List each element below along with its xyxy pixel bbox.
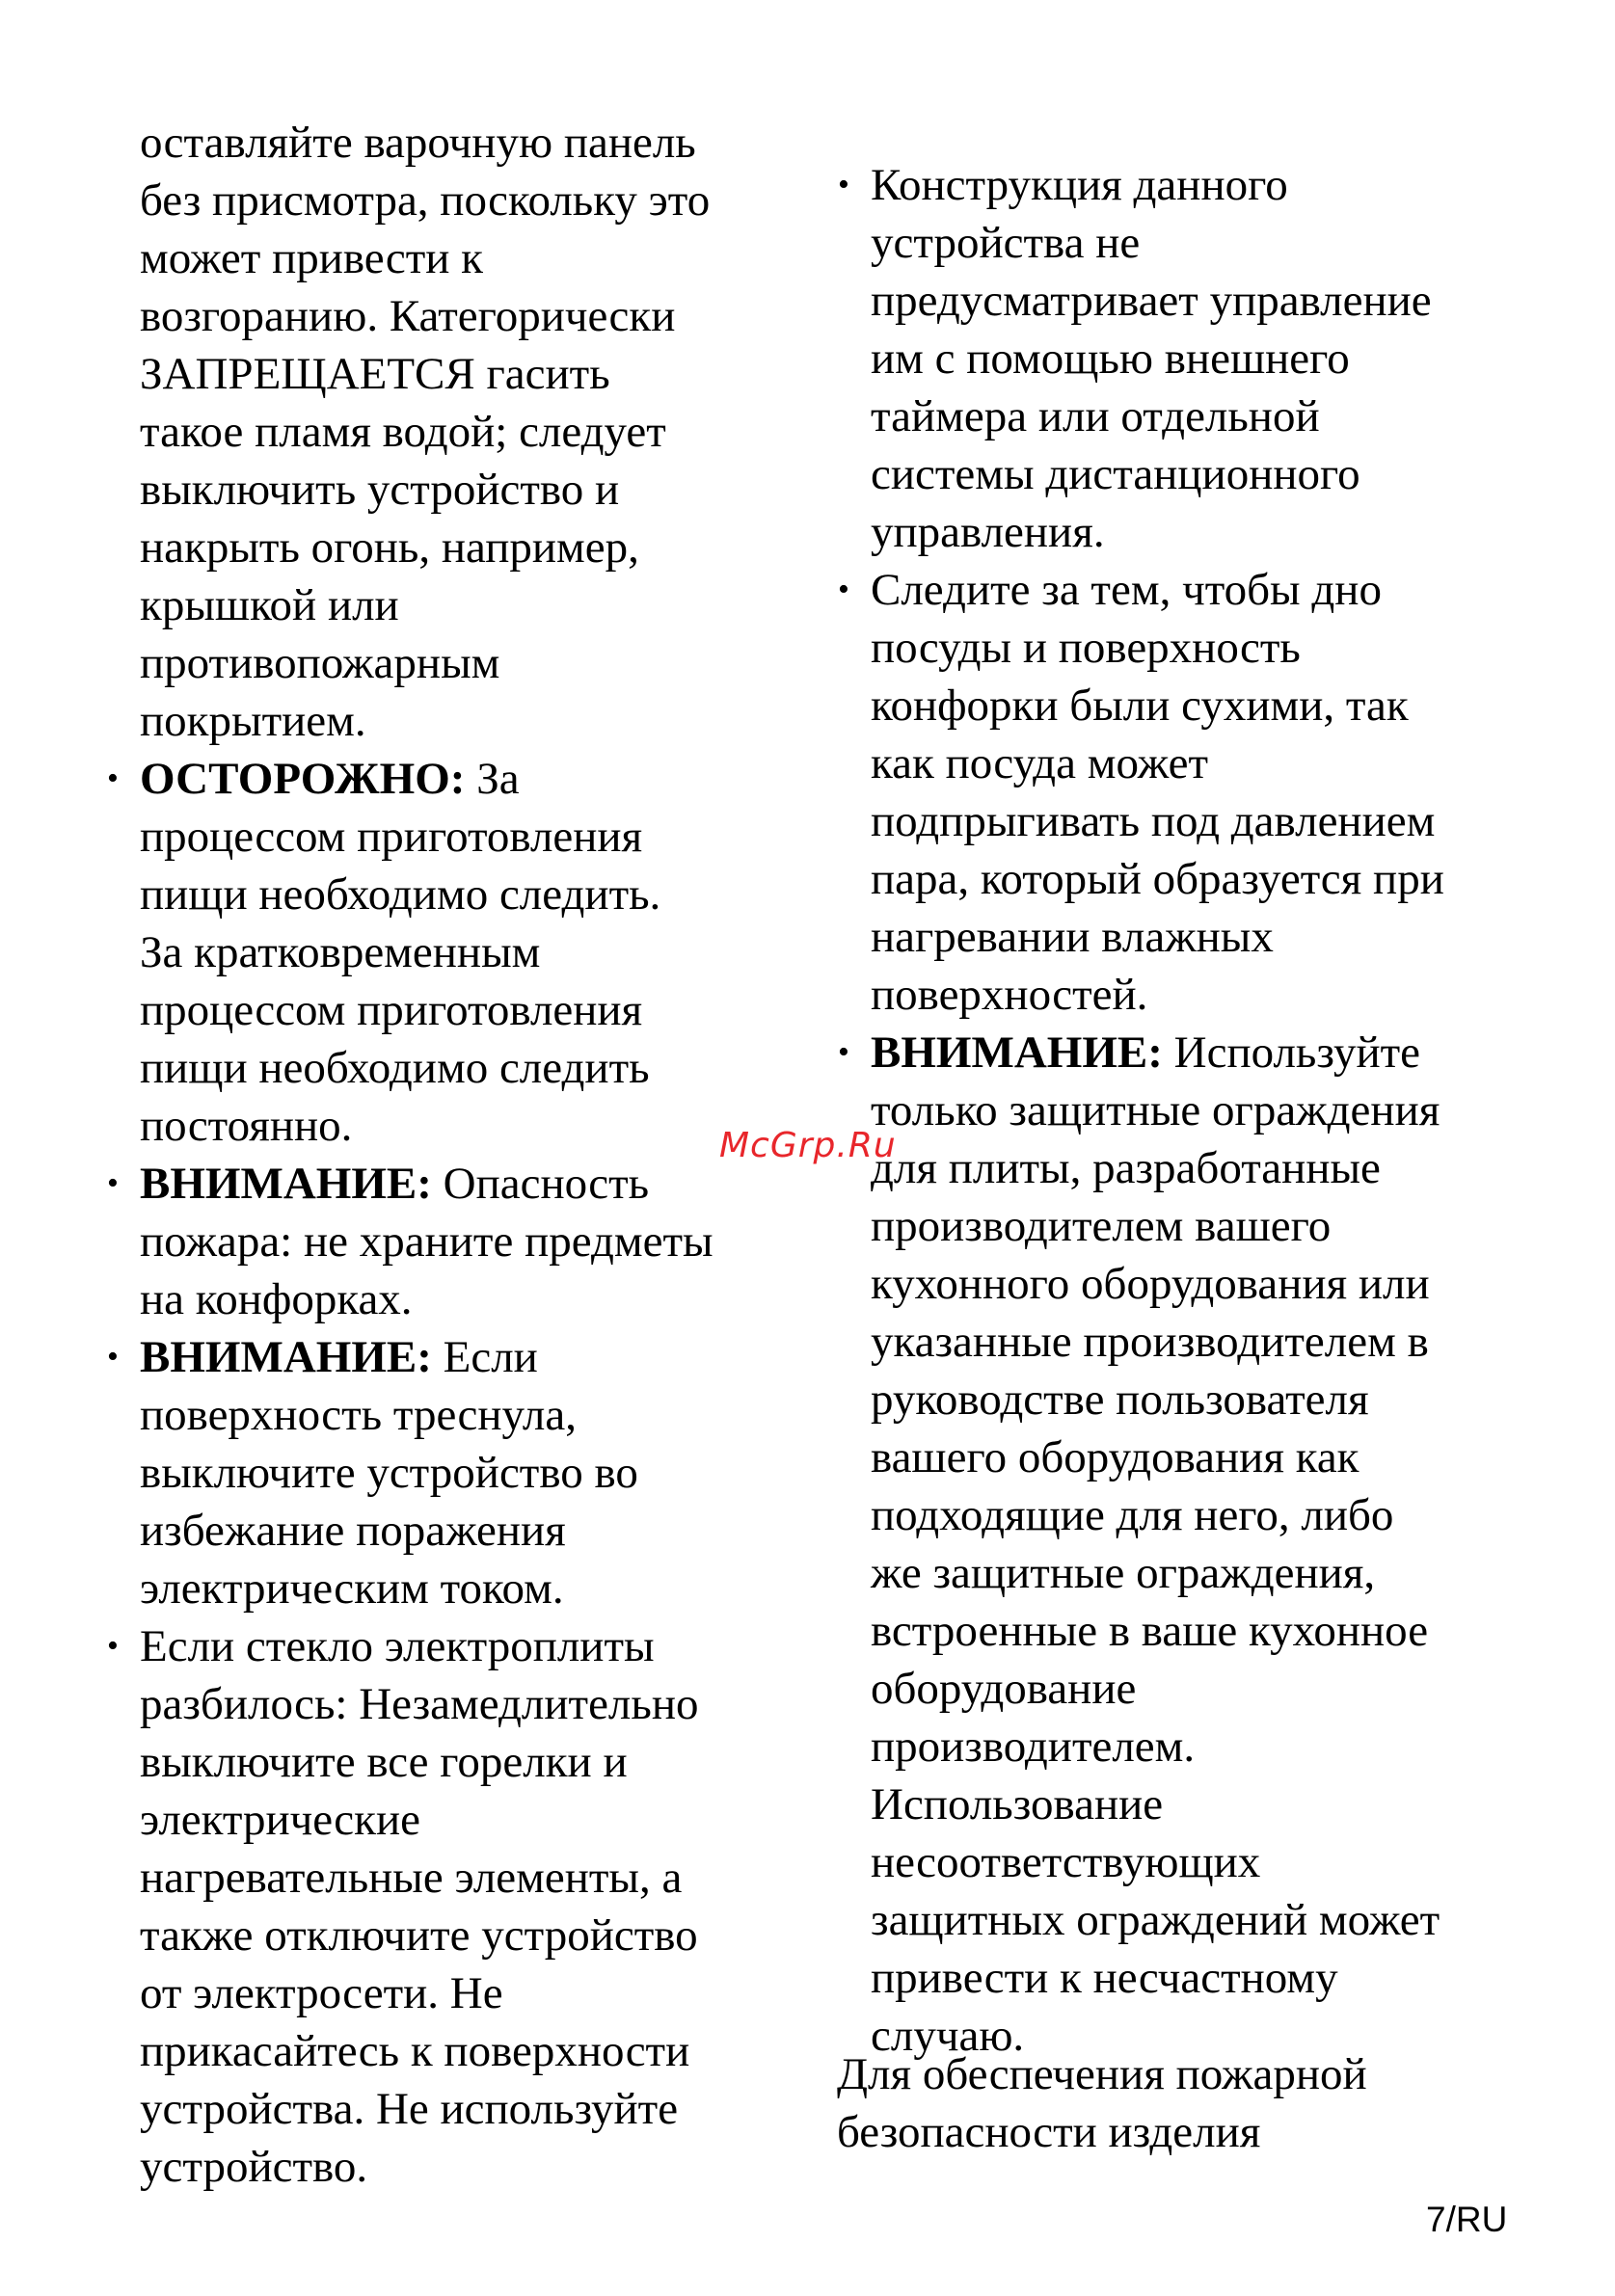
bullet-item-fire-hazard: [107, 1155, 795, 1328]
warning-label: ВНИМАНИЕ:: [140, 1332, 432, 1382]
text-line: прикасайтесь к поверхности: [140, 2026, 690, 2076]
text-line: покрытием.: [140, 696, 366, 746]
text-line: [140, 1328, 795, 1386]
text-fragment: Если: [431, 1332, 538, 1382]
text-line: безопасности изделия: [837, 2107, 1261, 2157]
text-line: разбилось: Незамедлительно: [140, 1679, 699, 1729]
text-line: За кратковременным: [140, 927, 541, 977]
text-line: процессом приготовления: [140, 812, 643, 862]
bullet-dot: •: [107, 1339, 119, 1375]
text-line: защитных ограждений может: [871, 1895, 1440, 1945]
warning-label: ВНИМАНИЕ:: [140, 1159, 432, 1209]
text-line: может привести к: [140, 233, 483, 283]
bullet-dot: •: [107, 1165, 119, 1201]
text-fragment: Опасность: [431, 1159, 650, 1209]
bullet-item-broken-glass: [107, 1617, 795, 2196]
text-line: пищи необходимо следить.: [140, 869, 661, 920]
text-line: производителем.: [871, 1722, 1196, 1772]
text-line: пара, который образуется при: [871, 854, 1444, 904]
text-line: случаю.: [871, 2011, 1025, 2061]
text-line: системы дистанционного: [871, 449, 1360, 499]
text-line: устройство.: [140, 2142, 368, 2192]
text-line: привести к несчастному: [871, 1953, 1338, 2003]
text-fragment: Используйте: [1162, 1028, 1420, 1078]
text-fragment: За: [465, 754, 520, 804]
text-line: [140, 750, 795, 808]
bullet-dot: •: [838, 1034, 849, 1070]
bullet-item-protective-guards: [838, 1024, 1536, 2065]
text-line: таймера или отдельной: [871, 391, 1320, 441]
text-line: оборудование: [871, 1664, 1137, 1714]
text-line: только защитные ограждения: [871, 1085, 1440, 1135]
fire-safety-paragraph: [837, 2045, 1531, 2161]
text-line: оставляйте варочную панель: [140, 118, 696, 168]
text-line: Следите за тем, чтобы дно: [871, 565, 1382, 615]
text-line: электрические: [140, 1795, 420, 1845]
text-line: нагревании влажных: [871, 912, 1274, 962]
intro-paragraph: [140, 114, 795, 750]
bullet-dot: •: [838, 167, 849, 202]
text-line: устройства. Не используйте: [140, 2084, 679, 2134]
text-line: без присмотра, поскольку это: [140, 175, 711, 226]
text-line: выключите все горелки и: [140, 1737, 628, 1787]
text-line: возгоранию. Категорически: [140, 291, 676, 341]
text-line: также отключите устройство: [140, 1910, 698, 1961]
text-line: Для обеспечения пожарной: [837, 2049, 1367, 2099]
text-line: крышкой или: [140, 580, 399, 630]
text-line: конфорки были сухими, так: [871, 681, 1409, 731]
text-line: производителем вашего: [871, 1201, 1332, 1251]
text-line: от электросети. Не: [140, 1968, 503, 2018]
text-line: поверхность треснула,: [140, 1390, 577, 1440]
text-line: Если стекло электроплиты: [140, 1621, 655, 1671]
text-line: [871, 1024, 1536, 1081]
text-line: несоответствующих: [871, 1837, 1261, 1887]
right-column: [838, 156, 1536, 2065]
text-line: противопожарным: [140, 638, 500, 688]
text-line: ЗАПРЕЩАЕТСЯ гасить: [140, 349, 610, 399]
text-line: нагревательные элементы, а: [140, 1853, 683, 1903]
text-line: указанные производителем в: [871, 1317, 1429, 1367]
watermark-text: McGrp.Ru: [719, 1126, 897, 1165]
text-line: такое пламя водой; следует: [140, 407, 666, 457]
bullet-dot: •: [838, 572, 849, 607]
text-line: управления.: [871, 507, 1105, 557]
text-line: выключить устройство и: [140, 465, 620, 515]
text-line: постоянно.: [140, 1101, 353, 1151]
text-line: Конструкция данного: [871, 160, 1288, 210]
text-line: руководстве пользователя: [871, 1375, 1369, 1425]
text-line: пищи необходимо следить: [140, 1043, 650, 1093]
bullet-dot: •: [107, 1628, 119, 1664]
left-column: [107, 114, 795, 2196]
text-line: накрыть огонь, например,: [140, 522, 639, 573]
text-line: подходящие для него, либо: [871, 1490, 1394, 1540]
text-line: избежание поражения: [140, 1506, 566, 1556]
text-line: встроенные в ваше кухонное: [871, 1606, 1429, 1656]
bullet-dot: •: [107, 761, 119, 796]
text-line: на конфорках.: [140, 1274, 413, 1324]
text-line: устройства не: [871, 218, 1141, 268]
bullet-item-cracked-surface: [107, 1328, 795, 1617]
text-line: же защитные ограждения,: [871, 1548, 1376, 1598]
text-line: предусматривает управление: [871, 276, 1432, 326]
text-line: пожара: не храните предметы: [140, 1216, 713, 1267]
text-line: процессом приготовления: [140, 985, 643, 1035]
text-line: Использование: [871, 1779, 1164, 1829]
warning-label: ВНИМАНИЕ:: [871, 1028, 1163, 1078]
text-line: вашего оборудования как: [871, 1432, 1359, 1482]
text-line: кухонного оборудования или: [871, 1259, 1430, 1309]
text-line: им с помощью внешнего: [871, 334, 1350, 384]
text-line: для плиты, разработанные: [871, 1143, 1381, 1193]
text-line: поверхностей.: [871, 970, 1148, 1020]
bullet-item-caution: [107, 750, 795, 1155]
text-line: электрическим током.: [140, 1563, 564, 1614]
text-line: выключите устройство во: [140, 1448, 638, 1498]
warning-label: ОСТОРОЖНО:: [140, 754, 466, 804]
bullet-item-external-timer: [838, 156, 1536, 561]
text-line: как посуда может: [871, 738, 1209, 788]
text-line: [140, 1155, 795, 1213]
text-line: подпрыгивать под давлением: [871, 796, 1436, 846]
page-number: 7/RU: [1426, 2200, 1508, 2239]
bullet-item-dry-surfaces: [838, 561, 1536, 1024]
text-line: посуды и поверхность: [871, 623, 1301, 673]
